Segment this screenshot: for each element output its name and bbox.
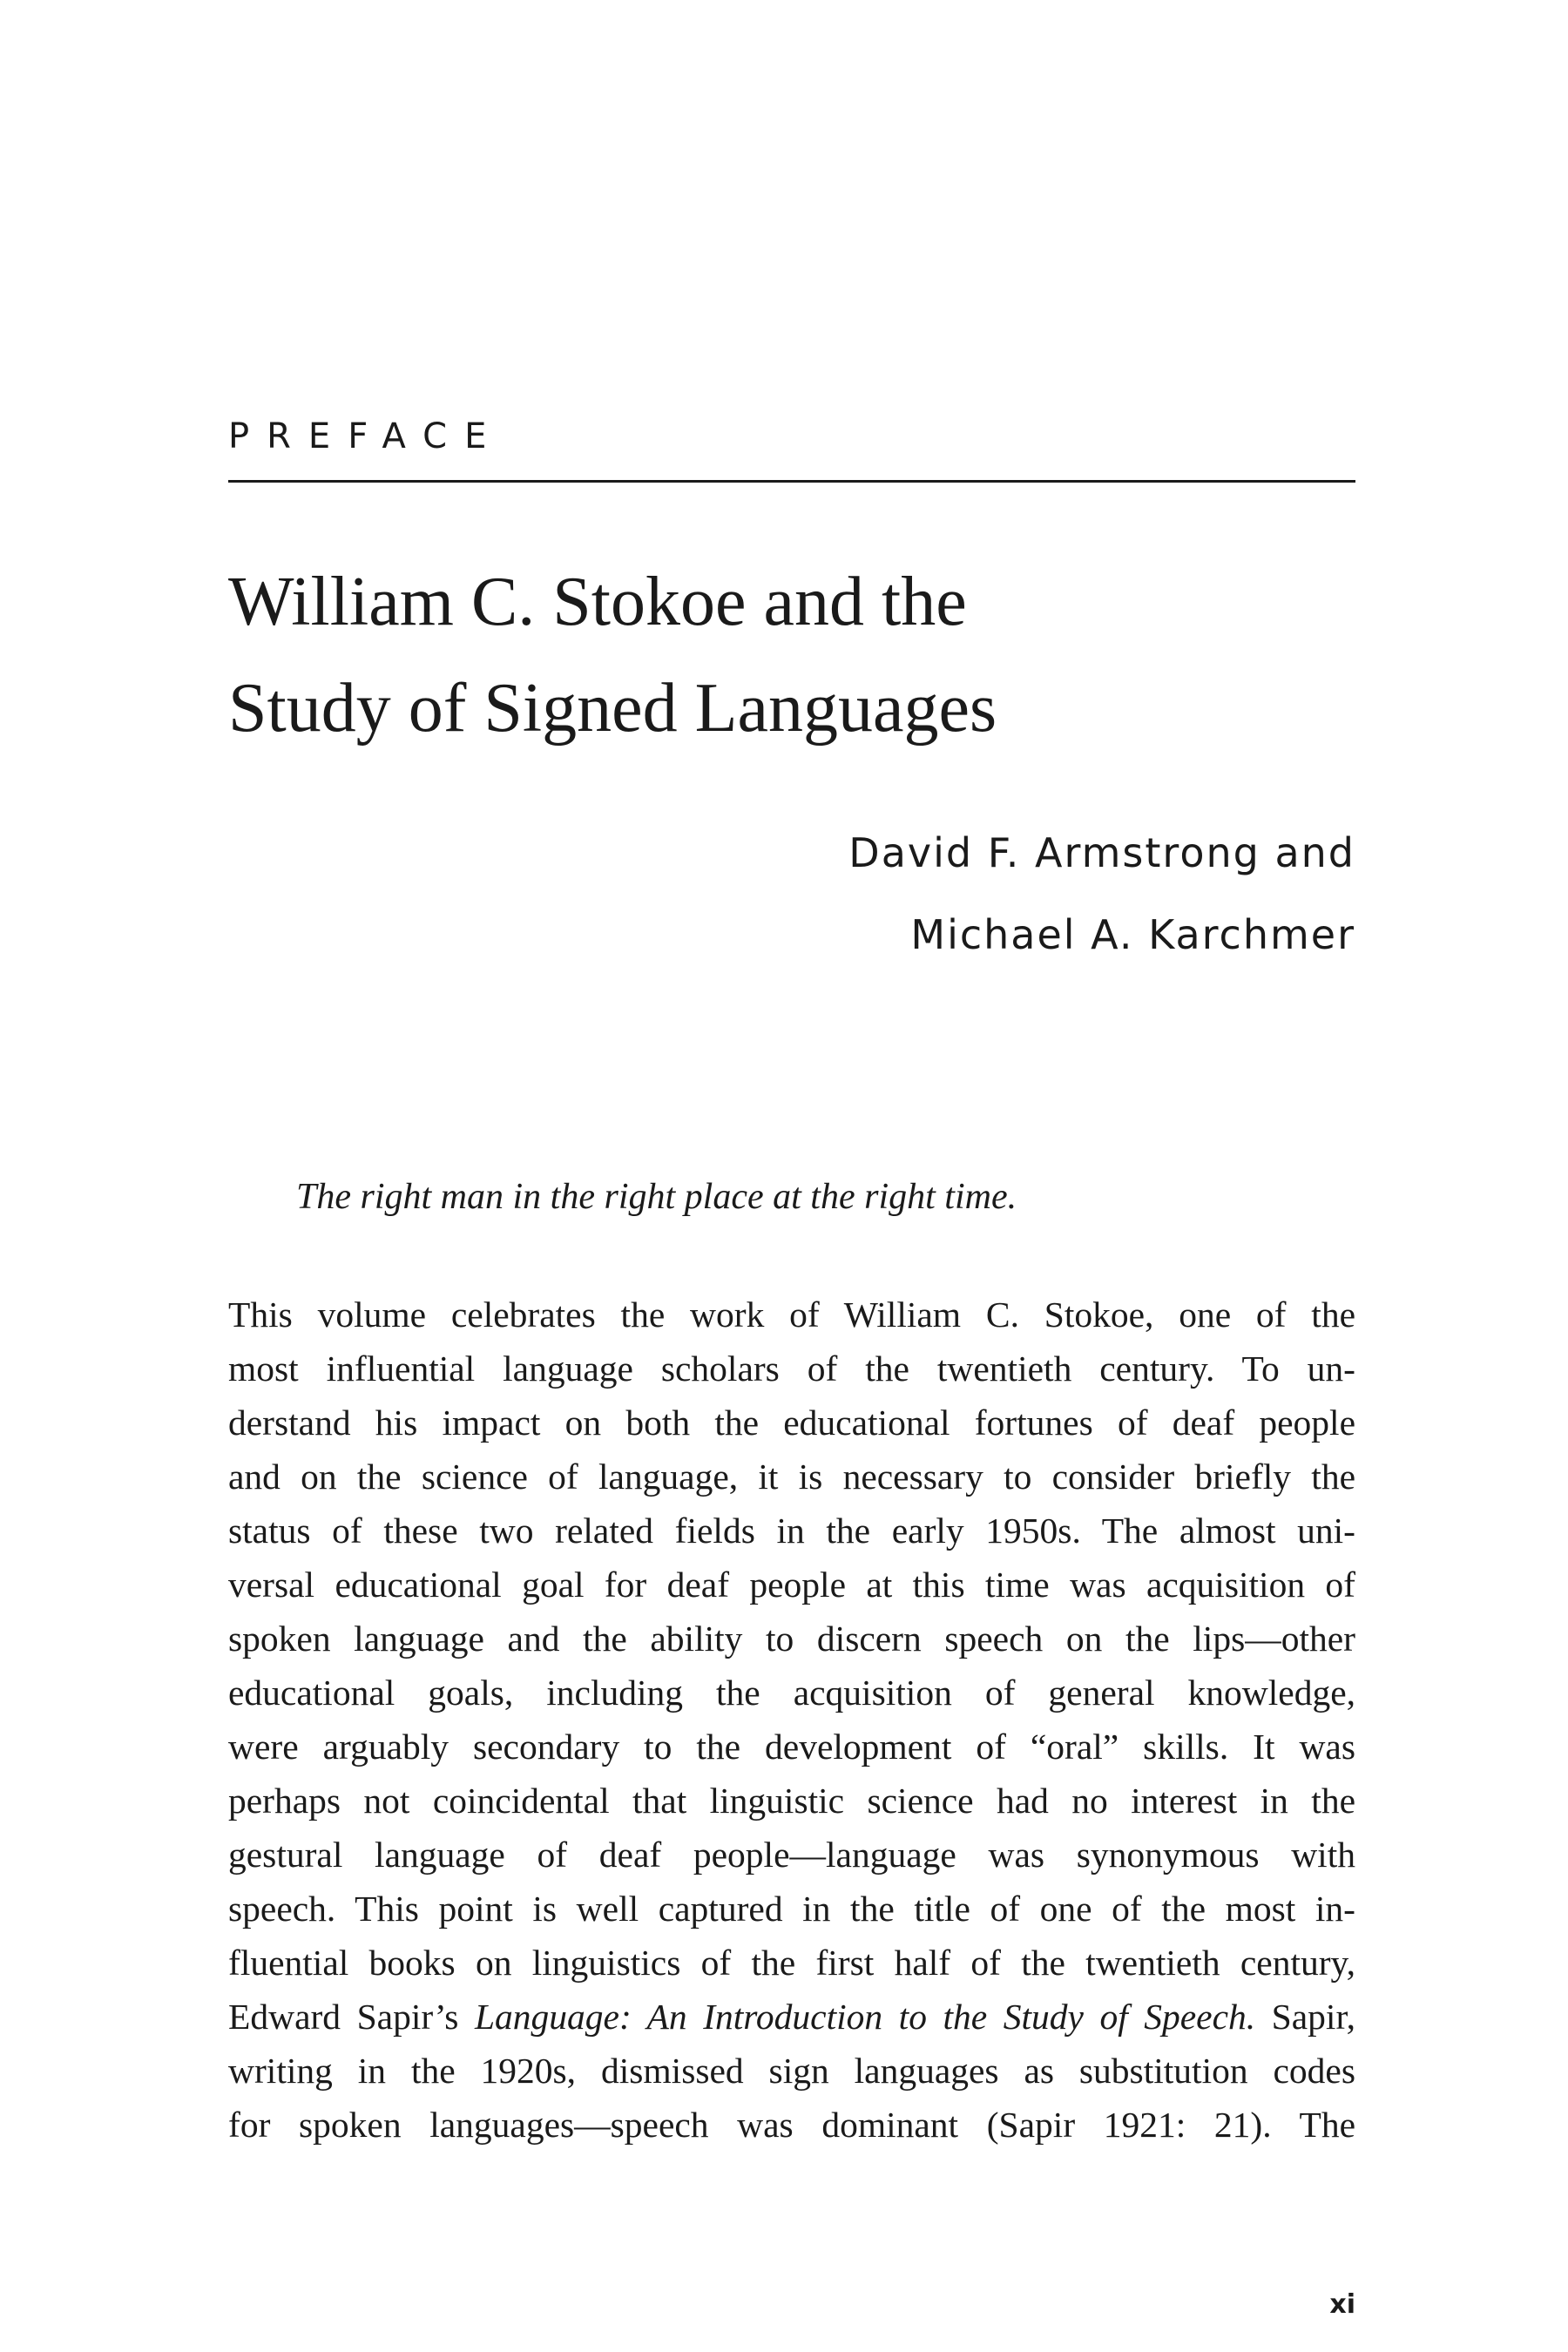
body-line: speech. This point is well captured in the title of one of the most in- [228, 1889, 1355, 1929]
body-line: writing in the 1920s, dismissed sign languages as substitution codes [228, 2051, 1355, 2091]
body-line-book-title [228, 1990, 1355, 2044]
body-line: and on the science of language, it is necessary to consider briefly the [228, 1456, 1355, 1497]
authors [848, 812, 1355, 976]
page-number: xi [1329, 2289, 1355, 2320]
body-line: derstand his impact on both the educational fortunes of deaf people [228, 1402, 1355, 1443]
body-line: spoken language and the ability to discern speech on the lips—other [228, 1619, 1355, 1659]
body-text [228, 1288, 1355, 2152]
chapter-title [228, 549, 1355, 761]
epigraph: The right man in the right place at the right time. [296, 1177, 1017, 1217]
body-line: status of these two related fields in the early 1950s. The almost uni- [228, 1511, 1355, 1551]
authors-line-2: Michael A. Karchmer [910, 911, 1355, 958]
body-line: for spoken languages—speech was dominant (Sapir 1921: 21). The [228, 2105, 1355, 2145]
body-text-run: Edward Sapir’s [228, 1997, 475, 2037]
chapter-title-line-1: William C. Stokoe and the [228, 564, 967, 640]
body-line: perhaps not coincidental that linguistic science had no interest in the [228, 1781, 1355, 1821]
book-title-italic: Language: An Introduction to the Study of Speech. [474, 1997, 1256, 2037]
body-line: most influential language scholars of the twentieth century. To un- [228, 1348, 1355, 1389]
authors-line-1: David F. Armstrong and [848, 829, 1355, 876]
body-line: gestural language of deaf people—language was synonymous with [228, 1835, 1355, 1875]
body-line: fluential books on linguistics of the first half of the twentieth century, [228, 1943, 1355, 1983]
section-rule [228, 480, 1355, 483]
body-line: versal educational goal for deaf people at this time was acquisition of [228, 1565, 1355, 1605]
chapter-title-line-2: Study of Signed Languages [228, 670, 997, 747]
body-line: were arguably secondary to the development of “oral” skills. It was [228, 1727, 1355, 1767]
body-text-run: Sapir, [1255, 1997, 1355, 2037]
body-line: This volume celebrates the work of William C. Stokoe, one of the [228, 1294, 1355, 1335]
section-label: PREFACE [228, 416, 504, 456]
body-line: educational goals, including the acquisition of general knowledge, [228, 1673, 1355, 1713]
